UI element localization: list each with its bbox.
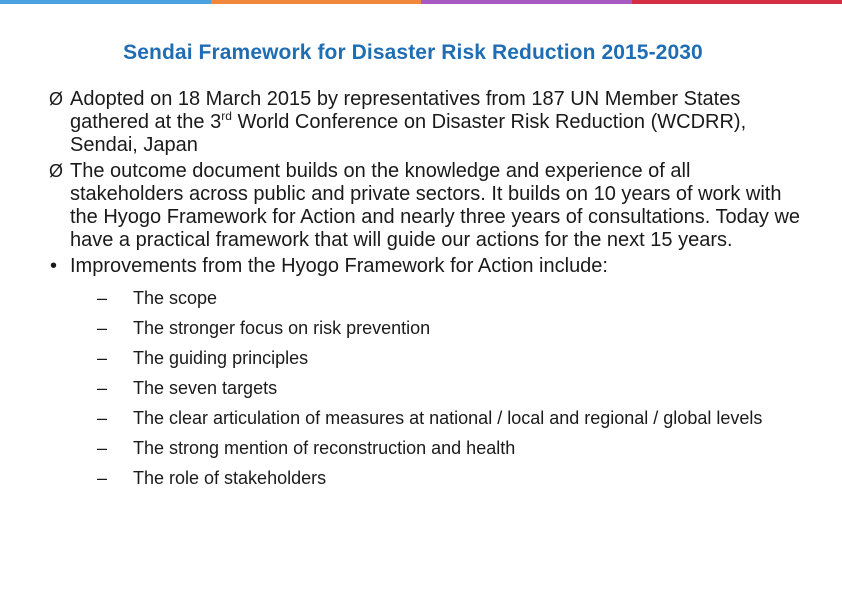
dash-bullet-icon: – (97, 378, 108, 398)
top-color-bar (0, 0, 842, 4)
dash-bullet-icon: – (97, 348, 108, 368)
slide-title: Sendai Framework for Disaster Risk Reduction 2015-2030 (123, 41, 703, 64)
color-bar-segment-red (632, 0, 842, 4)
dash-bullet-icon: – (97, 468, 108, 488)
dash-bullet-icon: – (97, 438, 108, 458)
color-bar-segment-blue (0, 0, 211, 4)
list-item-text: The role of stakeholders (133, 468, 327, 488)
bullet-improvements (36, 255, 806, 278)
color-bar-segment-orange (211, 0, 422, 4)
list-item-text: The strong mention of reconstruction and health (133, 438, 516, 458)
ordinal-superscript: rd (221, 109, 232, 123)
color-bar-segment-purple (421, 0, 632, 4)
bullet-outcome (36, 160, 806, 252)
list-item (96, 316, 806, 341)
bullet-text-continued: World Conference on Disaster Risk Reduction (WCDRR), Sendai, Japan (70, 111, 747, 156)
dash-bullet-icon: – (97, 318, 108, 338)
bullet-text: Adopted on 18 March 2015 by representatives from 187 UN Member States gathered at the 3 (70, 88, 741, 133)
bullet-text: Improvements from the Hyogo Framework for Action include: (70, 255, 608, 277)
list-item (96, 466, 806, 491)
slide-body (36, 88, 806, 496)
improvements-list (36, 286, 806, 491)
list-item-text: The stronger focus on risk prevention (133, 318, 431, 338)
dash-bullet-icon: – (97, 288, 108, 308)
list-item-text: The scope (133, 288, 218, 308)
list-item (96, 436, 806, 461)
bullet-adopted (36, 88, 806, 157)
list-item (96, 346, 806, 371)
dot-bullet-icon: • (50, 255, 58, 277)
arrow-bullet-icon: Ø (49, 161, 64, 181)
list-item-text: The guiding principles (133, 348, 309, 368)
list-item-text: The seven targets (133, 378, 278, 398)
bullet-text: The outcome document builds on the knowledge and experience of all stakeholders across public and private sectors. It builds on 10 years of work with the Hyogo Framework for Action and nearly three years of consultations. Today we have a practical framework that will guide our actions for the next 15 years. (70, 160, 801, 251)
list-item (96, 286, 806, 311)
dash-bullet-icon: – (97, 408, 108, 428)
list-item (96, 376, 806, 401)
list-item-text: The clear articulation of measures at national / local and regional / global levels (133, 408, 763, 428)
arrow-bullet-icon: Ø (49, 89, 64, 109)
list-item (96, 406, 806, 431)
